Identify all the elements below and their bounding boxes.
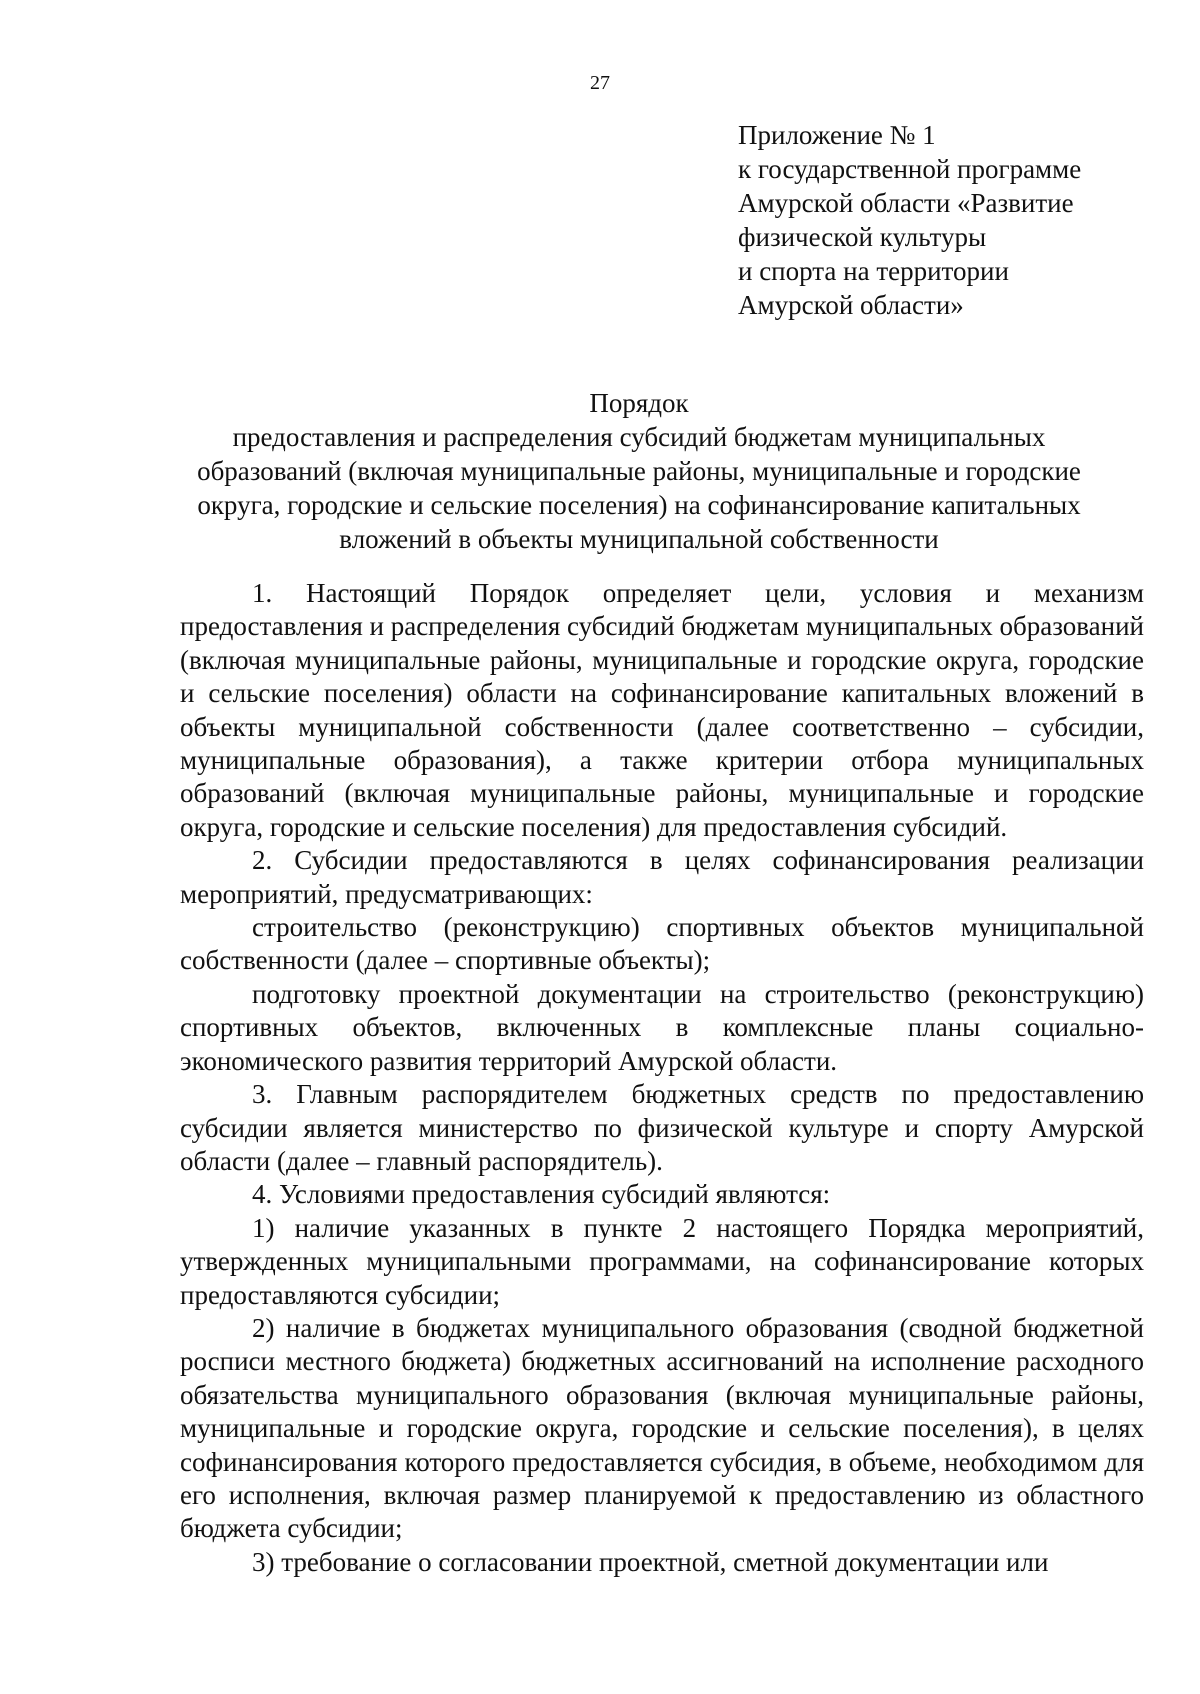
appendix-line: к государственной программе <box>738 154 1082 184</box>
appendix-line: Приложение № 1 <box>738 120 936 150</box>
paragraph: строительство (реконструкцию) спортивных объектов муниципальной собственности (далее – спортивные объекты); <box>180 912 1144 976</box>
paragraph: 2. Субсидии предоставляются в целях софинансирования реализации мероприятий, предусматривающих: <box>180 845 1144 909</box>
paragraph: подготовку проектной документации на строительство (реконструкцию) спортивных объектов, включенных в комплексные планы социально-экономического развития территорий Амурской области. <box>180 978 1144 1076</box>
paragraph: 1) наличие указанных в пункте 2 настоящего Порядка мероприятий, утвержденных муниципальными программами, на софинансирование которых предоставляются субсидии; <box>180 1212 1144 1310</box>
appendix-header <box>738 118 1158 322</box>
title-heading: Порядок <box>589 388 689 418</box>
paragraph: 3. Главным распорядителем бюджетных средств по предоставлению субсидии является министерство по физической культуре и спорту Амурской области (далее – главный распорядитель). <box>180 1079 1144 1176</box>
paragraph: 1. Настоящий Порядок определяет цели, условия и механизм предоставления и распределения субсидий бюджетам муниципальных образований (включая муниципальные районы, муниципальные и городские округа, городские и сельские поселения) области на софинансирование капитальных вложений в объекты муниципальной собственности (далее соответственно – субсидии, муниципальные образования), а также критерии отбора муниципальных образований (включая муниципальные районы, муниципальные и городские округа, городские и сельские поселения) для предоставления субсидий. <box>180 578 1144 842</box>
document-title <box>160 386 1118 556</box>
appendix-line: Амурской области» <box>738 290 964 320</box>
appendix-line: и спорта на территории <box>738 256 1009 286</box>
page-number: 27 <box>590 72 610 94</box>
title-subheading: предоставления и распределения субсидий бюджетам муниципальных образований (включая муниципальные районы, муниципальные и городские округа, городские и сельские поселения) на софинансирование капитальных вложений в объекты муниципальной собственности <box>197 422 1081 554</box>
paragraph: 2) наличие в бюджетах муниципального образования (сводной бюджетной росписи местного бюджета) бюджетных ассигнований на исполнение расходного обязательства муниципального образования (включая муниципальные районы, муниципальные и городские округа, городские и сельские поселения), в целях софинансирования которого предоставляется субсидия, в объеме, необходимом для его исполнения, включая размер планируемой к предоставлению из областного бюджета субсидии; <box>180 1312 1144 1544</box>
paragraph: 3) требование о согласовании проектной, сметной документации или <box>252 1546 1049 1577</box>
document-body <box>180 577 1144 1579</box>
appendix-line: Амурской области «Развитие <box>738 188 1074 218</box>
paragraph: 4. Условиями предоставления субсидий являются: <box>252 1179 831 1210</box>
appendix-line: физической культуры <box>738 222 987 252</box>
